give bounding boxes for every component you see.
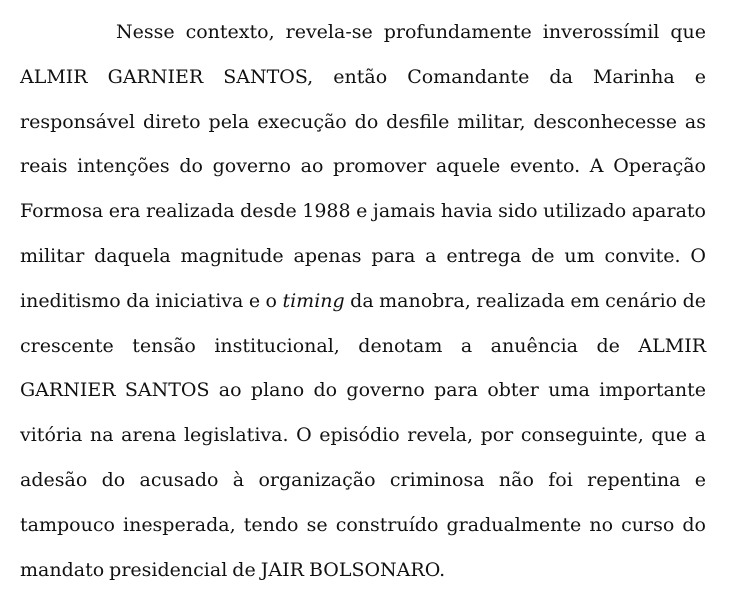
italic-term-timing: timing (282, 289, 345, 312)
paragraph-text-part-2: da manobra, realizada em cenário de crescente tensão institucional, denotam a anuência de ALMIR GARNIER SANTOS ao plano do governo para obter uma importante vitória na arena legislativa. O episódio revela, por conseguinte, que a adesão do acusado à organização criminosa não foi repentina e tampouco inesperada, tendo se construído gradualmente no curso do mandato presidencial de JAIR BOLSONARO. (20, 289, 706, 581)
paragraph-text-part-1: Nesse contexto, revela-se profundamente inverossímil que ALMIR GARNIER SANTOS, então Comandante da Marinha e responsável direto pela execução do desfile militar, desconhecesse as reais intenções do governo ao promover aquele evento. A Operação Formosa era realizada desde 1988 e jamais havia sido utilizado aparato militar daquela magnitude apenas para a entrega de um convite. O ineditismo da iniciativa e o (20, 21, 706, 312)
body-paragraph (20, 10, 706, 592)
document-page (20, 10, 706, 583)
